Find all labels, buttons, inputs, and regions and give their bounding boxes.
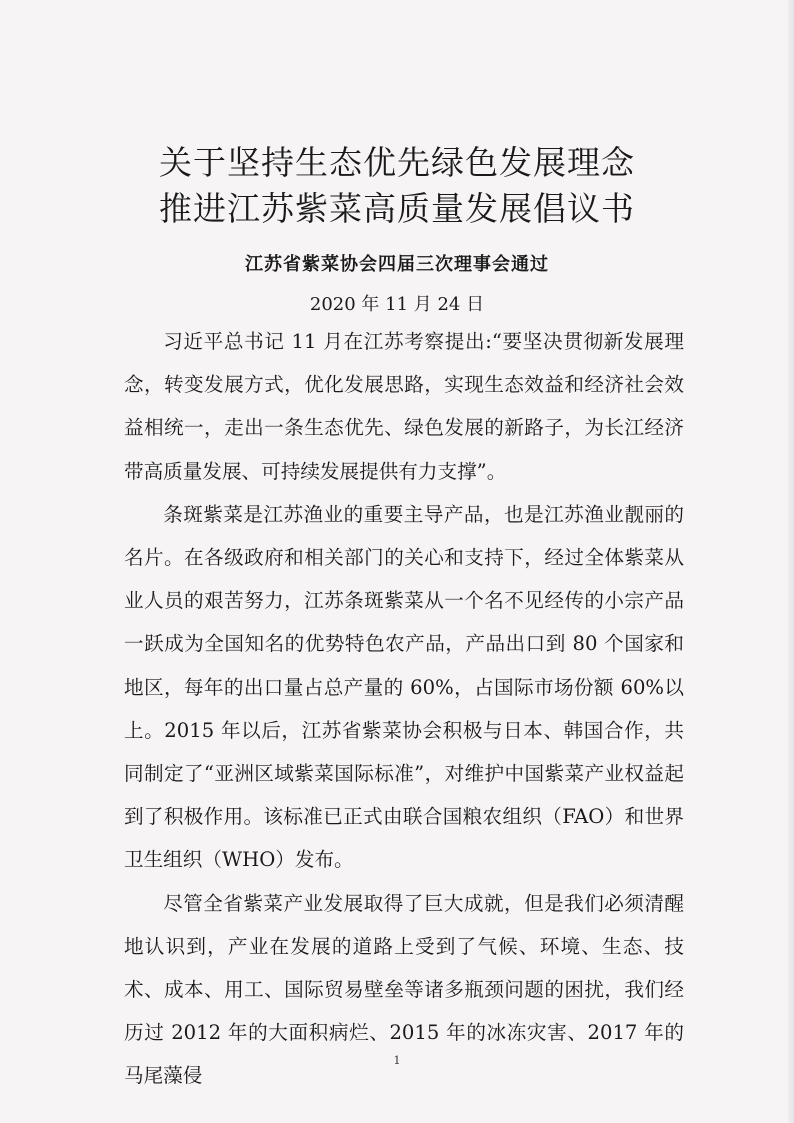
document-title-line-1: 关于坚持生态优先绿色发展理念 [159,143,635,182]
paragraph-1: 习近平总书记 11 月在江苏考察提出:“要坚决贯彻新发展理念，转变发展方式，优化发展思路，实现生态效益和经济社会效益相统一，走出一条生态优先、绿色发展的新路子，为长江经济带高质量发展、可持续发展提供有力支撑”。 [124,330,684,483]
document-title-line-2: 推进江苏紫菜高质量发展倡议书 [159,189,635,228]
scan-edge [788,0,794,1123]
paragraph-3: 尽管全省紫菜产业发展取得了巨大成就，但是我们必须清醒地认识到，产业在发展的道路上受到了气候、环境、生态、技术、成本、用工、国际贸易壁垒等诸多瓶颈问题的困扰，我们经历过 2012 年的大面积病烂、2015 年的冰冻灾害、2017 年的马尾藻侵 [124,891,684,1088]
paragraph-2: 条斑紫菜是江苏渔业的重要主导产品，也是江苏渔业靓丽的名片。在各级政府和相关部门的关心和支持下，经过全体紫菜从业人员的艰苦努力，江苏条斑紫菜从一个名不见经传的小宗产品一跃成为全国知名的优势特色农产品，产品出口到 80 个国家和地区，每年的出口量占总产量的 60%，占国际市场份额 60%以上。2015 年以后，江苏省紫菜协会积极与日本、韩国合作，共同制定了“亚洲区域紫菜国际标准”，对维护中国紫菜产业权益起到了积极作用。该标准已正式由联合国粮农组织（FAO）和世界卫生组织（WHO）发布。 [124,502,684,872]
document-subtitle: 江苏省紫菜协会四届三次理事会通过 [245,254,549,275]
document-date: 2020 年 11 月 24 日 [309,294,485,315]
page-number: 1 [393,1054,401,1067]
document-body [124,320,684,1098]
